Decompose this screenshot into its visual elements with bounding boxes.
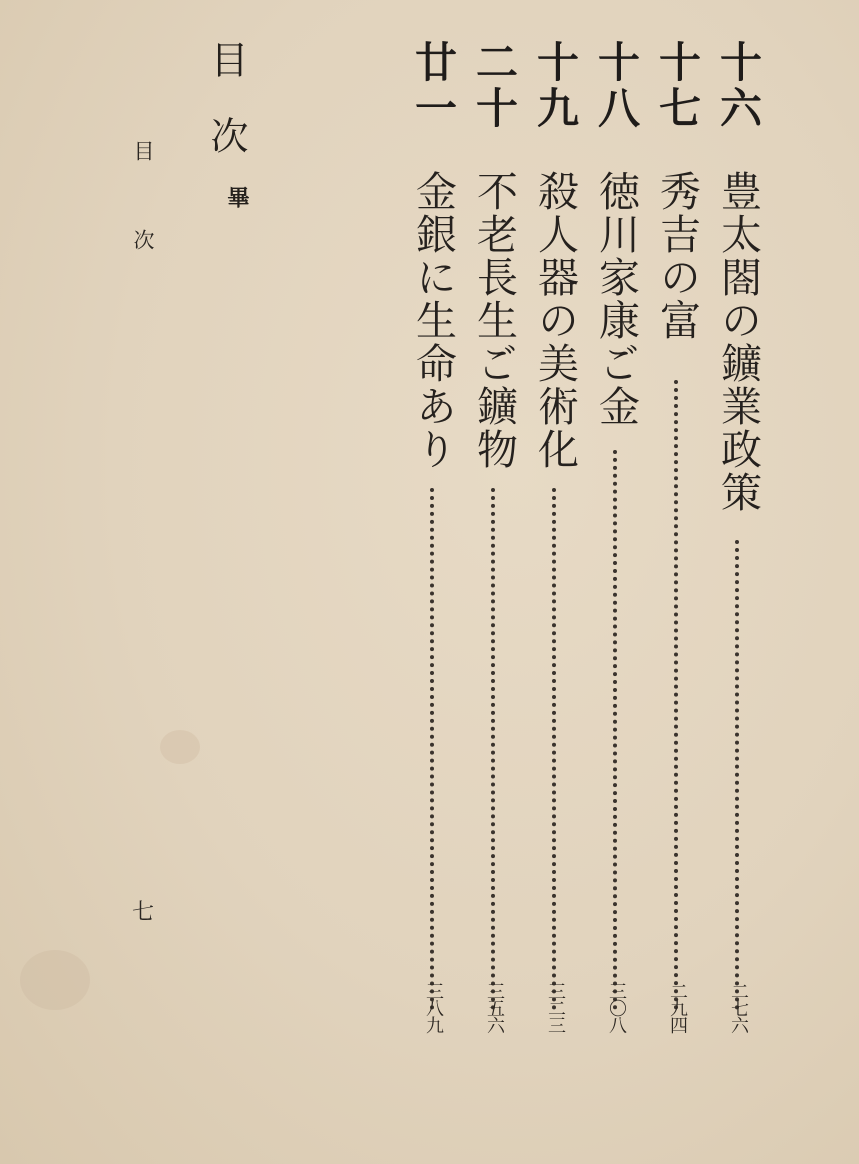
end-mark: 畢 <box>224 186 249 208</box>
toc-entry <box>651 40 703 1120</box>
toc-heading: 目次 <box>204 40 248 192</box>
toc-entry <box>407 40 459 1120</box>
chapter-number: 十六 <box>714 40 763 132</box>
running-head: 目次 <box>131 140 155 318</box>
folio-page-number: 七 <box>131 900 154 925</box>
leader-dots <box>552 488 556 1010</box>
chapter-title: 金銀に生命あり <box>409 170 457 471</box>
leader-dots <box>430 488 434 1010</box>
leader-dots <box>491 488 495 1010</box>
chapter-title: 秀吉の富 <box>653 170 701 342</box>
toc-entry <box>468 40 520 1120</box>
leader-dots <box>735 540 739 1010</box>
page-number: 三八九 <box>423 982 444 1033</box>
leader-dots <box>674 380 678 1010</box>
page-number: 三五六 <box>484 982 505 1033</box>
page-number: 二九四 <box>667 982 688 1033</box>
chapter-number: 十七 <box>653 40 702 132</box>
chapter-title: 豊太閤の鑛業政策 <box>714 170 762 514</box>
chapter-title: 殺人器の美術化 <box>531 170 579 471</box>
paper-stain <box>20 950 90 1010</box>
toc-entry <box>529 40 581 1120</box>
chapter-title: 徳川家康ご金 <box>592 170 640 428</box>
chapter-number: 廿一 <box>409 40 458 132</box>
toc-entry <box>712 40 764 1120</box>
chapter-number: 十八 <box>592 40 641 132</box>
chapter-number: 二十 <box>470 40 519 132</box>
leader-dots <box>613 450 617 1010</box>
page-number: 三二三 <box>545 982 566 1033</box>
paper-stain <box>160 730 200 764</box>
page-number: 二七六 <box>728 982 749 1033</box>
toc-entry <box>590 40 642 1120</box>
page-number: 三〇八 <box>606 982 627 1033</box>
chapter-title: 不老長生ご鑛物 <box>470 170 518 471</box>
chapter-number: 十九 <box>531 40 580 132</box>
